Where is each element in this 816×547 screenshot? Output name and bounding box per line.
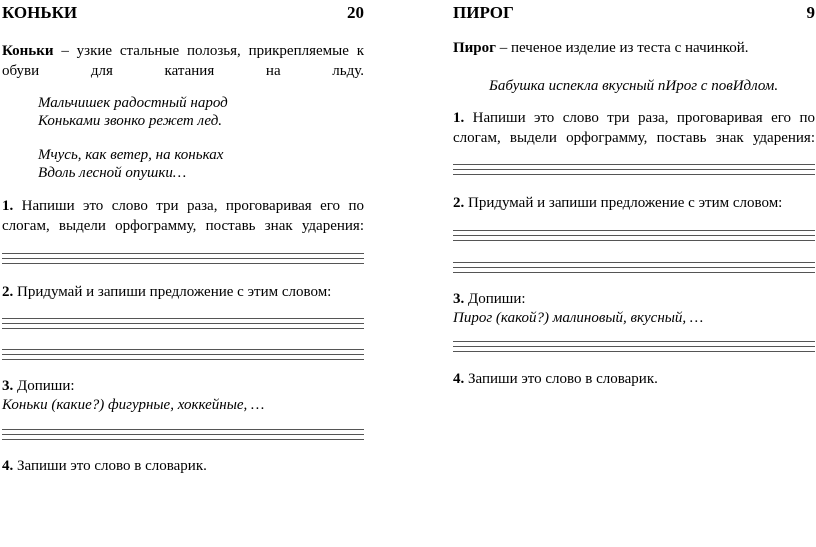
- task-3: [2, 376, 364, 396]
- poem-line: Мчусь, как ветер, на коньках: [38, 147, 224, 163]
- task-text: Придумай и запиши предложение с этим словом:: [464, 195, 783, 211]
- task-text: Допиши:: [13, 378, 75, 394]
- example-sentence: Бабушка испекла вкусный пИрог с повИдлом.: [489, 78, 779, 94]
- poem-line: Коньками звонко режет лед.: [38, 113, 223, 129]
- definition-word: Коньки: [2, 43, 54, 59]
- task-number: 1.: [2, 198, 14, 214]
- task-number: 2.: [453, 195, 465, 211]
- page-title: КОНЬКИ: [2, 3, 78, 22]
- writing-line[interactable]: [2, 349, 364, 360]
- writing-line[interactable]: [2, 318, 364, 329]
- task-1: [2, 196, 364, 236]
- writing-line[interactable]: [453, 164, 815, 175]
- task-number: 4.: [2, 458, 14, 474]
- task-1: [453, 108, 815, 148]
- task-number: 1.: [453, 110, 465, 126]
- task-2: [453, 193, 815, 213]
- definition-text: – узкие стальные полозья, прикрепляемые к обуви для катания на льду.: [2, 43, 364, 79]
- poem-line: Мальчишек радостный народ: [38, 95, 228, 111]
- task-2: [2, 282, 364, 302]
- task-number: 4.: [453, 371, 465, 387]
- writing-line[interactable]: [2, 253, 364, 264]
- writing-line[interactable]: [453, 262, 815, 273]
- task-number: 2.: [2, 284, 14, 300]
- task-3-example: Коньки (какие?) фигурные, хоккейные, …: [2, 397, 265, 413]
- task-text: Напиши это слово три раза, проговаривая его по слогам, выдели орфограмму, поставь знак ударения:: [2, 198, 364, 234]
- task-number: 3.: [2, 378, 14, 394]
- writing-line[interactable]: [453, 341, 815, 352]
- poem-line: Вдоль лесной опушки…: [38, 165, 187, 181]
- task-4: [2, 456, 364, 476]
- task-text: Запиши это слово в словарик.: [464, 371, 658, 387]
- task-3-example: Пирог (какой?) малиновый, вкусный, …: [453, 310, 704, 326]
- task-text: Запиши это слово в словарик.: [13, 458, 207, 474]
- page-number: 9: [806, 3, 815, 22]
- writing-line[interactable]: [2, 429, 364, 440]
- definition: [2, 41, 364, 81]
- definition-word: Пирог: [453, 40, 496, 56]
- page-number: 20: [347, 3, 364, 22]
- task-4: [453, 369, 815, 389]
- task-3: [453, 289, 815, 309]
- page-title: ПИРОГ: [453, 3, 514, 22]
- task-text: Придумай и запиши предложение с этим словом:: [13, 284, 332, 300]
- task-text: Допиши:: [464, 291, 526, 307]
- definition-text: – печеное изделие из теста с начинкой.: [495, 40, 749, 56]
- definition: [453, 38, 815, 58]
- task-number: 3.: [453, 291, 465, 307]
- writing-line[interactable]: [453, 230, 815, 241]
- task-text: Напиши это слово три раза, проговаривая его по слогам, выдели орфограмму, поставь знак ударения:: [453, 110, 815, 146]
